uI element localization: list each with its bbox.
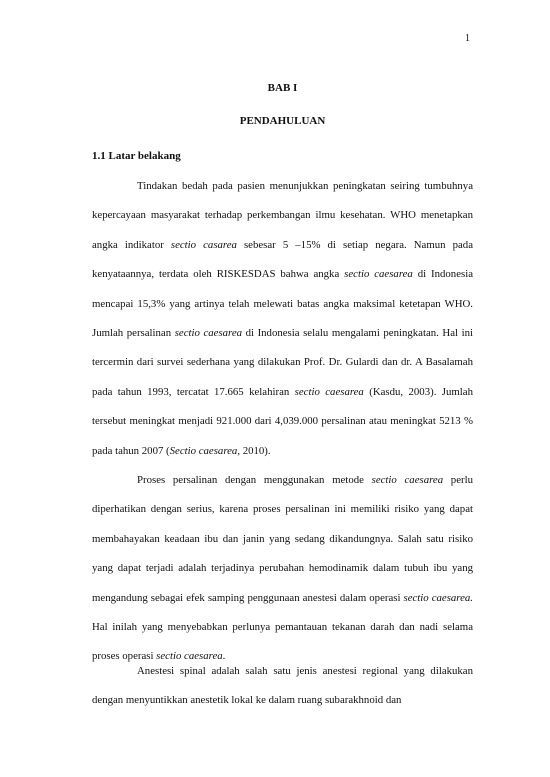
text-run: di Indonesia selalu mengalami peningkatan. Hal ini tercermin dari survei sederhana yang dilakukan Prof. Dr. Gulardi dan dr. A Basalamah pada tahun 1993, tercatat 17.665 kelahiran — [92, 327, 473, 398]
text-run: , 2010). — [237, 444, 271, 457]
text-run: (Kasdu, 2003). Jumlah tersebut meningkat menjadi 921.000 dari 4,039.000 persalinan atau meningkat 5213 % pada tahun 2007 ( — [92, 385, 473, 457]
text-run: Hal inilah yang menyebabkan perlunya pemantauan tekanan darah dan nadi selama proses operasi — [92, 621, 473, 663]
italic-term: Sectio caesarea — [169, 444, 238, 457]
italic-term: sectio caesarea — [156, 650, 223, 663]
italic-term: sectio caesarea. — [403, 591, 473, 604]
page-number: 1 — [465, 33, 470, 44]
italic-term: sectio casarea — [170, 238, 237, 251]
italic-term: sectio caesarea — [174, 327, 243, 340]
text-run: Tindakan bedah pada pasien menunjukkan peningkatan seiring tumbuhnya kepercayaan masyarakat terhadap perkembangan ilmu kesehatan. WHO menetapkan angka indikator — [92, 180, 473, 251]
text-run: perlu diperhatikan dengan serius, karena proses persalinan ini memiliki risiko yang dapat membahayakan keadaan ibu dan janin yang sedang dikandungnya. Salah satu risiko yang dapat terjadi adalah terjadinya perubahan hemodinamik dalam tubuh ibu yang mengandung sebagai efek samping penggunaan anestesi dalam operasi — [92, 474, 473, 604]
chapter-title: PENDAHULUAN — [239, 115, 326, 127]
italic-term: sectio caesarea — [371, 474, 444, 486]
text-run: sebesar 5 –15% di setiap negara. Namun pada kenyataannya, terdata oleh RISKESDAS bahwa angka — [92, 238, 473, 281]
text-run: Anestesi spinal adalah salah satu jenis anestesi regional yang dilakukan dengan menyuntikkan anestetik lokal ke dalam ruang subarakhnoid dan — [92, 665, 473, 707]
paragraph-2 — [92, 466, 473, 672]
paragraph-1 — [92, 172, 473, 466]
italic-term: sectio caesarea — [344, 268, 413, 281]
text-run: di Indonesia mencapai 15,3% yang artinya telah melewati batas angka maksimal ketetapan WHO. Jumlah persalinan — [92, 268, 473, 340]
paragraph-3 — [92, 657, 473, 716]
text-run: . — [222, 650, 226, 663]
section-heading: 1.1 Latar belakang — [92, 150, 181, 162]
chapter-heading: BAB I — [267, 82, 298, 94]
italic-term: sectio caesarea — [294, 385, 364, 398]
text-run: Proses persalinan dengan menggunakan metode — [137, 474, 372, 486]
